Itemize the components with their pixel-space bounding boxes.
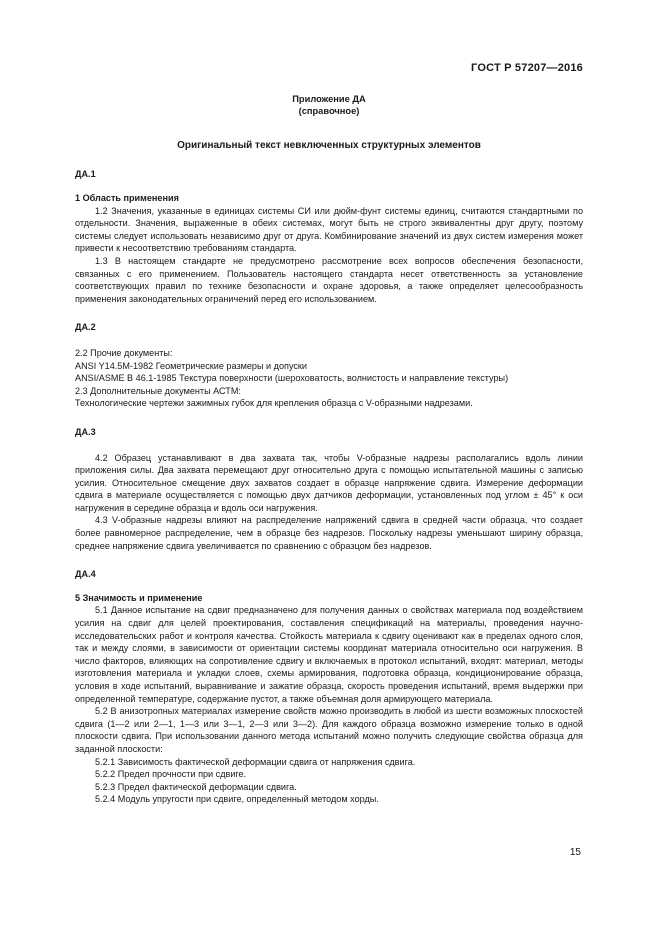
label-da3: ДА.3 — [75, 426, 96, 437]
para-5-1: 5.1 Данное испытание на сдвиг предназначено для получения данных о свойствах материала под воздействием усилия на сдвиг для целей проектирования, составления спецификаций на материалы, проведения научно-исследовательских работ и контроля качества. Стойкость материала к сдвигу оценивают как в пределах одного слоя, так и между слоями, в зависимости от ориентации системы координат материала относительно оси нагружения. В число факторов, влияющих на сопротивление сдвигу и включаемых в протокол испытаний, входят: материал, методы изготовления материала и укладки слоев, схемы армирования, подготовка образца, кондиционирование образца, условия в ходе испытаний, выравнивание и зажатие образца, скорость проведения испытаний, время выдержки при определенной температуре, содержание пустот, а также объемная доля армирующего материала. — [75, 605, 583, 704]
line-ansi-b46: ANSI/ASME B 46.1-1985 Текстура поверхности (шероховатость, волнистость и направление текстуры) — [75, 373, 509, 384]
para-4-2: 4.2 Образец устанавливают в два захвата так, чтобы V-образные надрезы располагались вдоль линии приложения силы. Два захвата перемещают друг относительно друга с помощью испытательной машины с записью усилия. Относительное смещение двух захватов создает в образце напряжение сдвига. Измерение деформации сдвига в материале осуществляется с помощью двух датчиков деформации, установленных под углом ± 45° к оси нагружения в середине образца и вдоль оси нагружения. — [75, 452, 583, 513]
section-scope: 1 Область применения — [75, 193, 179, 203]
section-significance: 5 Значимость и применение — [75, 592, 203, 603]
document-code: ГОСТ Р 57207—2016 — [471, 62, 583, 74]
appendix-subtitle: (справочное) — [298, 106, 360, 117]
item-5-2-3: 5.2.3 Предел фактической деформации сдвига. — [95, 781, 297, 792]
para-1-2: 1.2 Значения, указанные в единицах системы СИ или дюйм-фунт системы единиц, считаются стандартными по отдельности. Значения, выраженные в обеих системах, могут быть не строго эквивалентны друг другу, поэтому системы следует использовать независимо друг от друга. Комбинирование значений из двух систем измерения может привести к несоответствию требованиям стандарта. — [75, 205, 583, 254]
item-5-2-2: 5.2.2 Предел прочности при сдвиге. — [95, 769, 247, 780]
item-5-2-1: 5.2.1 Зависимость фактической деформации сдвига от напряжения сдвига. — [95, 756, 416, 767]
page-number: 15 — [569, 847, 581, 858]
line-drawings: Технологические чертежи зажимных губок для крепления образца с V-образными надрезами. — [75, 398, 473, 409]
line-2-3: 2.3 Дополнительные документы АСТМ: — [75, 385, 241, 396]
appendix-title: Приложение ДА — [292, 94, 366, 104]
line-2-2: 2.2 Прочие документы: — [75, 347, 173, 358]
para-5-2: 5.2 В анизотропных материалах измерение свойств можно производить в любой из шести возможных плоскостей сдвига (1—2 или 2—1, 1—3 или 3—1, 2—3 или 3—2). Для каждого образца возможно измерение только в одной плоскости сдвига. При использовании данного метода испытаний можно получить следующие свойства образца для заданной плоскости: — [75, 706, 583, 754]
label-da4: ДА.4 — [75, 569, 96, 580]
page-body — [75, 93, 583, 806]
label-da1: ДА.1 — [75, 169, 96, 180]
line-ansi-y14: ANSI Y14.5M-1982 Геометрические размеры и допуски — [75, 360, 307, 371]
page-heading: Оригинальный текст невключенных структурных элементов — [177, 139, 481, 151]
label-da2: ДА.2 — [75, 322, 96, 333]
para-4-3: 4.3 V-образные надрезы влияют на распределение напряжений сдвига в средней части образца, что создает более равномерное распределение, чем в образце без надрезов. Поскольку надрезы уменьшают ширину образца, среднее напряжение сдвига увеличивается по сравнению с образцом без надрезов. — [75, 515, 583, 551]
item-5-2-4: 5.2.4 Модуль упругости при сдвиге, определенный методом хорды. — [95, 794, 379, 805]
para-1-3: 1.3 В настоящем стандарте не предусмотрено рассмотрение всех вопросов обеспечения безопасности, связанных с его применением. Пользователь настоящего стандарта несет ответственность за установление соответствующих правил по технике безопасности и охране здоровья, а также определяет целесообразность применения законодательных ограничений перед его использованием. — [75, 255, 583, 304]
